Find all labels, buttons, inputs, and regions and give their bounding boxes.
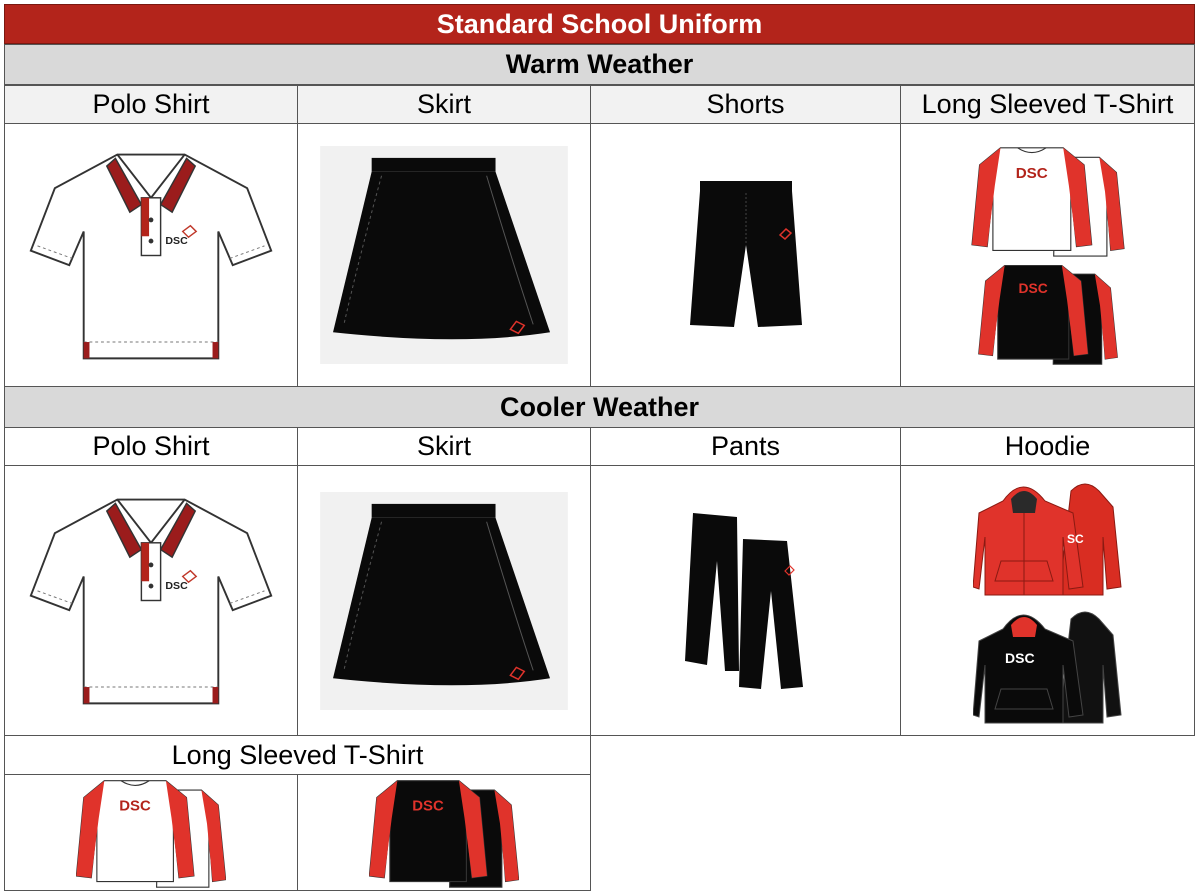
cool-polo-shirt-image bbox=[4, 465, 298, 736]
cool-col-skirt: Skirt bbox=[297, 427, 591, 466]
warm-col-skirt: Skirt bbox=[297, 85, 591, 124]
cool-col-pants: Pants bbox=[590, 427, 901, 466]
warm-polo-shirt-image bbox=[4, 123, 298, 387]
warm-col-shorts: Shorts bbox=[590, 85, 901, 124]
cool-skirt-image bbox=[297, 465, 591, 736]
cool-col-polo-shirt: Polo Shirt bbox=[4, 427, 298, 466]
cool-pants-image bbox=[590, 465, 901, 736]
warm-skirt-image bbox=[297, 123, 591, 387]
polo-shirt-icon bbox=[26, 143, 276, 368]
skirt-icon bbox=[320, 492, 568, 710]
pants-icon bbox=[681, 511, 811, 691]
warm-col-polo-shirt: Polo Shirt bbox=[4, 85, 298, 124]
polo-shirt-icon bbox=[26, 488, 276, 713]
cool-col-hoodie: Hoodie bbox=[900, 427, 1195, 466]
hoodie-red-icon bbox=[973, 477, 1123, 597]
section-heading-warm: Warm Weather bbox=[4, 44, 1195, 85]
shorts-icon bbox=[686, 175, 806, 335]
cool-extra-long-sleeved-tshirt-heading: Long Sleeved T-Shirt bbox=[4, 735, 591, 775]
cool-long-sleeved-tshirt-black-image bbox=[297, 774, 591, 891]
warm-long-sleeved-tshirt-image bbox=[900, 123, 1195, 387]
long-sleeved-tshirt-white-icon bbox=[969, 144, 1127, 258]
table-title: Standard School Uniform bbox=[4, 4, 1195, 44]
long-sleeved-tshirt-black-icon bbox=[969, 262, 1127, 366]
hoodie-black-icon bbox=[973, 605, 1123, 725]
warm-col-long-sleeved-tshirt: Long Sleeved T-Shirt bbox=[900, 85, 1195, 124]
warm-shorts-image bbox=[590, 123, 901, 387]
section-heading-cooler: Cooler Weather bbox=[4, 386, 1195, 428]
long-sleeved-tshirt-white-icon bbox=[76, 777, 226, 889]
cool-hoodie-image bbox=[900, 465, 1195, 736]
cool-long-sleeved-tshirt-white-image bbox=[4, 774, 298, 891]
skirt-icon bbox=[320, 146, 568, 364]
long-sleeved-tshirt-black-icon bbox=[369, 777, 519, 889]
